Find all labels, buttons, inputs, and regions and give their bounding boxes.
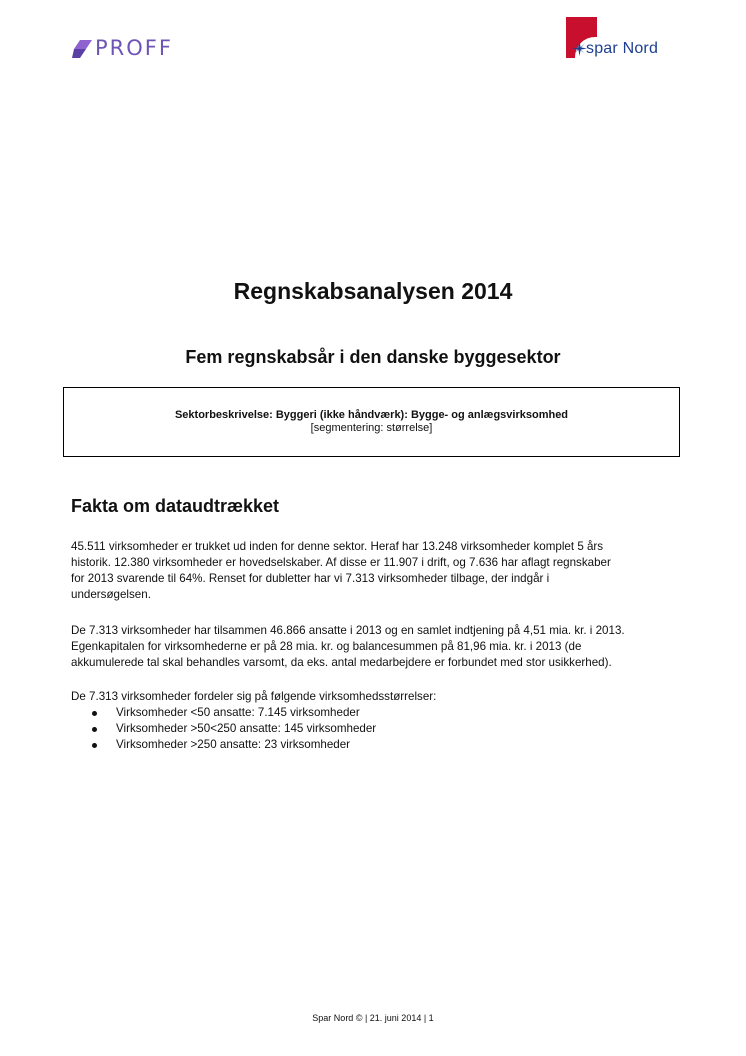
list-item-text: Virksomheder <50 ansatte: 7.145 virksomheder [116, 706, 360, 719]
text-line: undersøgelsen. [71, 588, 151, 601]
text-line: historik. 12.380 virksomheder er hovedselskaber. Af disse er 11.907 i drift, og 7.636 har aflagt regnskaber [71, 556, 611, 569]
text-line: Egenkapitalen for virksomhederne er på 28 mia. kr. og balancesummen på 81,96 mia. kr. i 2013 (de [71, 640, 582, 653]
text-line: 45.511 virksomheder er trukket ud inden for denne sektor. Heraf har 13.248 virksomheder komplet 5 års [71, 540, 604, 553]
paragraph-totals [71, 623, 683, 671]
proff-logo-icon [72, 40, 92, 58]
star-icon [572, 41, 587, 56]
bullet-icon [92, 743, 97, 748]
sector-description-box [63, 387, 680, 457]
list-item-text: Virksomheder >250 ansatte: 23 virksomheder [116, 738, 351, 751]
text-line: De 7.313 virksomheder har tilsammen 46.866 ansatte i 2013 og en samlet indtjening på 4,51 mia. kr. i 2013. [71, 624, 625, 637]
sparnord-logo-text: spar Nord [586, 40, 659, 57]
text-line: for 2013 svarende til 64%. Renset for dubletter har vi 7.313 virksomheder tilbage, der indgår i [71, 572, 550, 585]
bullet-icon [92, 727, 97, 732]
bullet-icon [92, 711, 97, 716]
page-footer: Spar Nord © | 21. juni 2014 | 1 [312, 1013, 434, 1023]
paragraph-extraction-facts [71, 539, 683, 603]
document-subtitle: Fem regnskabsår i den danske byggesektor [185, 347, 561, 367]
text-line: akkumulerede tal skal behandles varsomt, da eks. antal medarbejdere er forbundet med stor usikkerhed). [71, 656, 612, 669]
document-title: Regnskabsanalysen 2014 [233, 278, 513, 304]
paragraph-size-distribution [71, 689, 683, 753]
list-item [71, 721, 683, 737]
sector-description: Sektorbeskrivelse: Byggeri (ikke håndværk): Bygge- og anlægsvirksomhed [174, 409, 569, 421]
sparnord-logo [566, 17, 678, 63]
list-item [71, 705, 683, 721]
proff-logo-text: PROFF [95, 36, 173, 60]
list-item [71, 737, 683, 753]
proff-logo [72, 38, 173, 59]
segmentation-note: [segmentering: størrelse] [310, 422, 433, 434]
size-distribution-intro: De 7.313 virksomheder fordeler sig på følgende virksomhedsstørrelser: [71, 690, 437, 703]
size-bullet-list [71, 705, 683, 753]
section-heading: Fakta om dataudtrækket [71, 496, 280, 516]
list-item-text: Virksomheder >50<250 ansatte: 145 virksomheder [116, 722, 377, 735]
